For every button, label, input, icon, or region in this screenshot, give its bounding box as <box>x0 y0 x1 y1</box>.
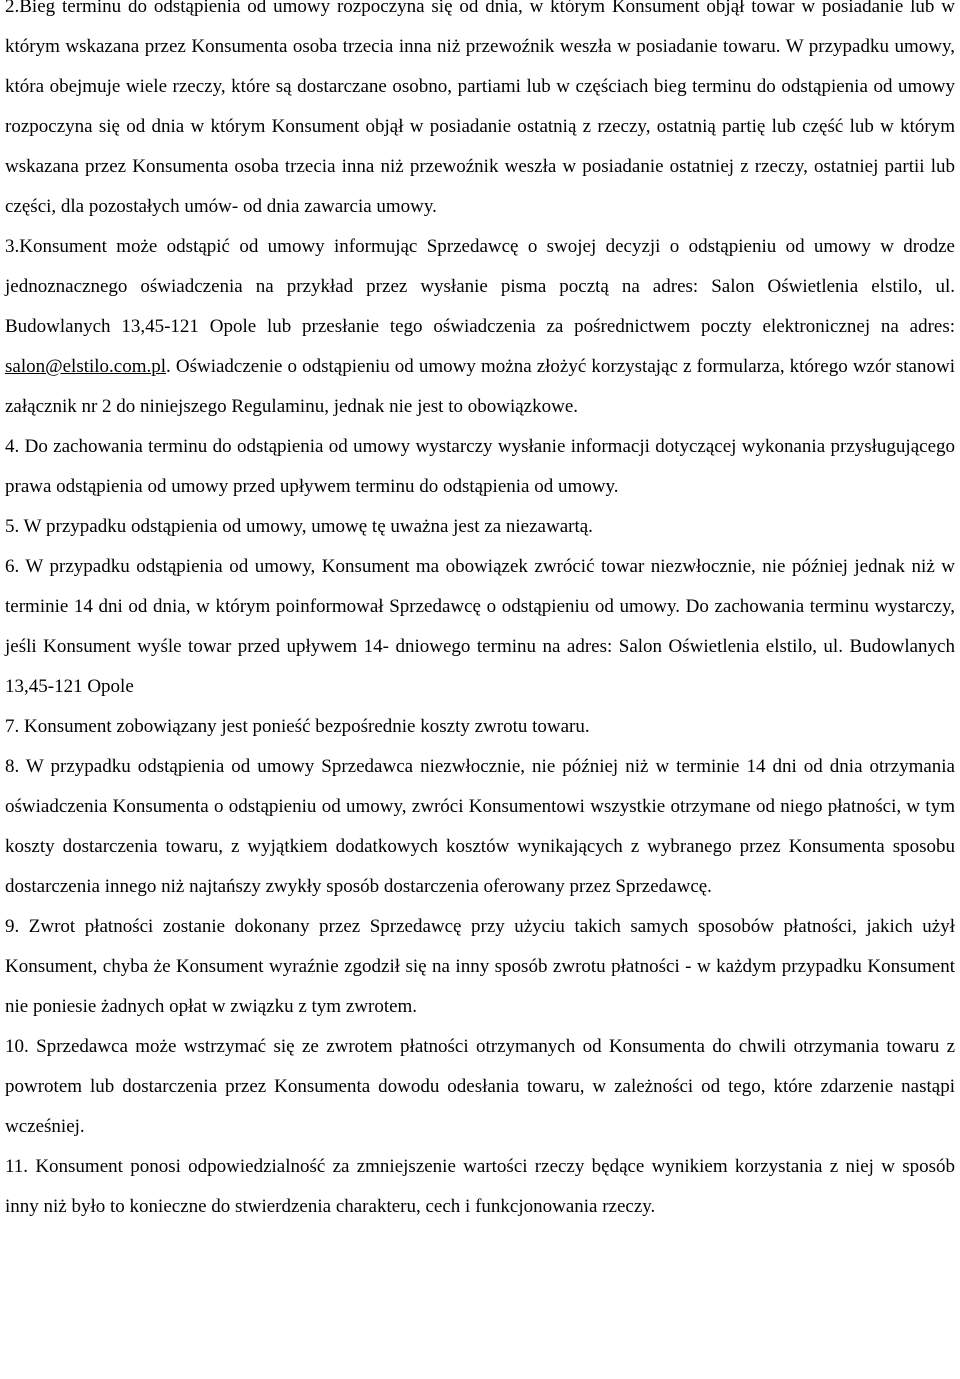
paragraph-3-text-before-link: 3.Konsument może odstąpić od umowy informując Sprzedawcę o swojej decyzji o odstąpieniu od umowy w drodze jednoznacznego oświadczenia na przykład przez wysłanie pisma pocztą na adres: Salon Oświetlenia elstilo, ul. Budowlanych 13,45-121 Opole lub przesłanie tego oświadczenia za pośrednictwem poczty elektronicznej na adres: <box>5 236 955 337</box>
paragraph-7: 7. Konsument zobowiązany jest ponieść bezpośrednie koszty zwrotu towaru. <box>5 716 590 737</box>
paragraph-4: 4. Do zachowania terminu do odstąpienia od umowy wystarczy wysłanie informacji dotyczącej wykonania przysługującego prawa odstąpienia od umowy przed upływem terminu do odstąpienia od umowy. <box>5 436 955 497</box>
paragraph-5: 5. W przypadku odstąpienia od umowy, umowę tę uważna jest za niezawartą. <box>5 516 593 537</box>
paragraph-3 <box>5 227 955 427</box>
paragraph-9: 9. Zwrot płatności zostanie dokonany przez Sprzedawcę przy użyciu takich samych sposobów płatności, jakich użył Konsument, chyba że Konsument wyraźnie zgodził się na inny sposób zwrotu płatności - w każdym przypadku Konsument nie poniesie żadnych opłat w związku z tym zwrotem. <box>5 916 955 1017</box>
paragraph-3-text-after-link: . Oświadczenie o odstąpieniu od umowy można złożyć korzystając z formularza, którego wzór stanowi załącznik nr 2 do niniejszego Regulaminu, jednak nie jest to obowiązkowe. <box>5 356 955 417</box>
paragraph-8: 8. W przypadku odstąpienia od umowy Sprzedawca niezwłocznie, nie później niż w terminie 14 dni od dnia otrzymania oświadczenia Konsumenta o odstąpieniu od umowy, zwróci Konsumentowi wszystkie otrzymane od niego płatności, w tym koszty dostarczenia towaru, z wyjątkiem dodatkowych kosztów wynikających z wybranego przez Konsumenta sposobu dostarczenia innego niż najtańszy zwykły sposób dostarczenia oferowany przez Sprzedawcę. <box>5 756 955 897</box>
paragraph-2: 2.Bieg terminu do odstąpienia od umowy rozpoczyna się od dnia, w którym Konsument objął towar w posiadanie lub w którym wskazana przez Konsumenta osoba trzecia inna niż przewoźnik weszła w posiadanie towaru. W przypadku umowy, która obejmuje wiele rzeczy, które są dostarczane osobno, partiami lub w częściach bieg terminu do odstąpienia od umowy rozpoczyna się od dnia w którym Konsument objął w posiadanie ostatnią z rzeczy, ostatnią partię lub część lub w którym wskazana przez Konsumenta osoba trzecia inna niż przewoźnik weszła w posiadanie ostatniej z rzeczy, ostatniej partii lub części, dla pozostałych umów- od dnia zawarcia umowy. <box>5 0 955 217</box>
email-link[interactable]: salon@elstilo.com.pl <box>5 356 167 377</box>
paragraph-10: 10. Sprzedawca może wstrzymać się ze zwrotem płatności otrzymanych od Konsumenta do chwili otrzymania towaru z powrotem lub dostarczenia przez Konsumenta dowodu odesłania towaru, w zależności od tego, które zdarzenie nastąpi wcześniej. <box>5 1036 955 1137</box>
paragraph-11: 11. Konsument ponosi odpowiedzialność za zmniejszenie wartości rzeczy będące wynikiem korzystania z niej w sposób inny niż było to konieczne do stwierdzenia charakteru, cech i funkcjonowania rzeczy. <box>5 1156 955 1217</box>
paragraph-6: 6. W przypadku odstąpienia od umowy, Konsument ma obowiązek zwrócić towar niezwłocznie, nie później jednak niż w terminie 14 dni od dnia, w którym poinformował Sprzedawcę o odstąpieniu od umowy. Do zachowania terminu wystarczy, jeśli Konsument wyśle towar przed upływem 14- dniowego terminu na adres: Salon Oświetlenia elstilo, ul. Budowlanych 13,45-121 Opole <box>5 556 955 697</box>
